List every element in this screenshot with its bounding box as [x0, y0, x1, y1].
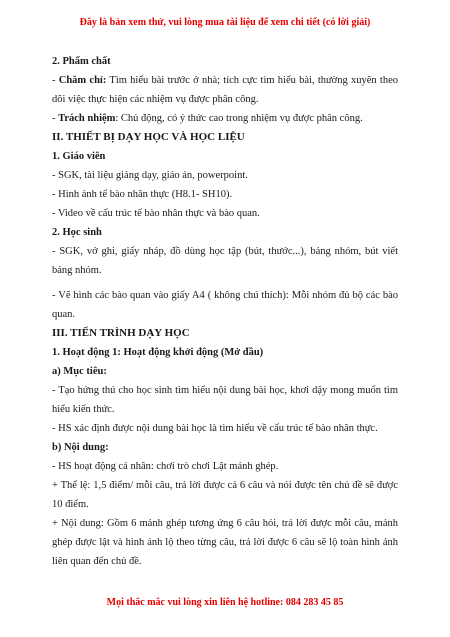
- giaovien-item-3: - Video về cấu trúc tế bào nhân thực và bào quan.: [52, 208, 260, 219]
- section-2-title: II. THIẾT BỊ DẠY HỌC VÀ HỌC LIỆU: [52, 131, 245, 143]
- chamchi-label: Chăm chỉ:: [58, 75, 107, 86]
- phamchat-heading: 2. Phẩm chất: [52, 56, 111, 67]
- hoatdong-1-title: 1. Hoạt động 1: Hoạt động khởi động (Mở đầu): [52, 347, 264, 358]
- hocsinh-heading: 2. Học sinh: [52, 227, 102, 238]
- noidung-item-2: + Thể lệ: 1,5 điểm/ mỗi câu, trả lời được cả 6 câu và nói được tên chủ đề sẽ được 10 điểm.: [52, 480, 398, 510]
- noidung-item-3: + Nội dung: Gồm 6 mảnh ghép tương ứng 6 câu hỏi, trả lời được mỗi câu, mảnh ghép được lật và hình ảnh lộ theo từng câu, trả lời được 6 câu sẽ lộ toàn hình ảnh liên quan đến chủ đề.: [52, 518, 398, 567]
- trachnhiem-text: : Chủ động, có ý thức cao trong nhiệm vụ được phân công.: [115, 113, 363, 124]
- phamchat-item-trachnhiem: - Trách nhiệm: Chủ động, có ý thức cao trong nhiệm vụ được phân công.: [52, 113, 363, 124]
- noidung-item-1: - HS hoạt động cá nhân: chơi trò chơi Lật mảnh ghép.: [52, 461, 279, 472]
- giaovien-item-1: - SGK, tài liệu giảng dạy, giáo án, powerpoint.: [52, 170, 248, 181]
- noidung-heading: b) Nội dung:: [52, 442, 109, 453]
- chamchi-text: Tìm hiểu bài trước ở nhà; tích cực tìm hiểu bài, thường xuyên theo dõi việc thực hiện các nhiệm vụ được phân công.: [52, 75, 398, 105]
- hotline-footer: Mọi thắc mắc vui lòng xin liên hệ hotline: 084 283 45 85: [106, 597, 344, 608]
- preview-banner: Đây là bản xem thử, vui lòng mua tài liệu để xem chi tiết (có lời giải): [79, 17, 371, 28]
- muctieu-item-2: - HS xác định được nội dung bài học là tìm hiểu về cấu trúc tế bào nhân thực.: [52, 423, 378, 434]
- giaovien-heading: 1. Giáo viên: [52, 151, 106, 162]
- hocsinh-item-1: - SGK, vở ghi, giấy nháp, đồ dùng học tập (bút, thước...), bảng nhóm, bút viết bảng nhóm.: [52, 246, 398, 276]
- giaovien-item-2: - Hình ảnh tế bào nhân thực (H8.1- SH10).: [52, 189, 233, 200]
- phamchat-item-chamchi: - Chăm chỉ: Tìm hiểu bài trước ở nhà; tích cực tìm hiểu bài, thường xuyên theo dõi việc thực hiện các nhiệm vụ được phân công.: [52, 75, 398, 105]
- hocsinh-item-2: - Vẽ hình các bào quan vào giấy A4 ( không chú thích): Mỗi nhóm đủ bộ các bào quan.: [52, 290, 398, 320]
- trachnhiem-label: Trách nhiệm: [58, 113, 116, 124]
- section-3-title: III. TIẾN TRÌNH DẠY HỌC: [52, 327, 190, 339]
- muctieu-item-1: - Tạo hứng thú cho học sinh tìm hiểu nội dung bài học, khơi dậy mong muốn tìm hiểu kiến thức.: [52, 385, 398, 415]
- document-body: [52, 52, 398, 571]
- muctieu-heading: a) Mục tiêu:: [52, 366, 107, 377]
